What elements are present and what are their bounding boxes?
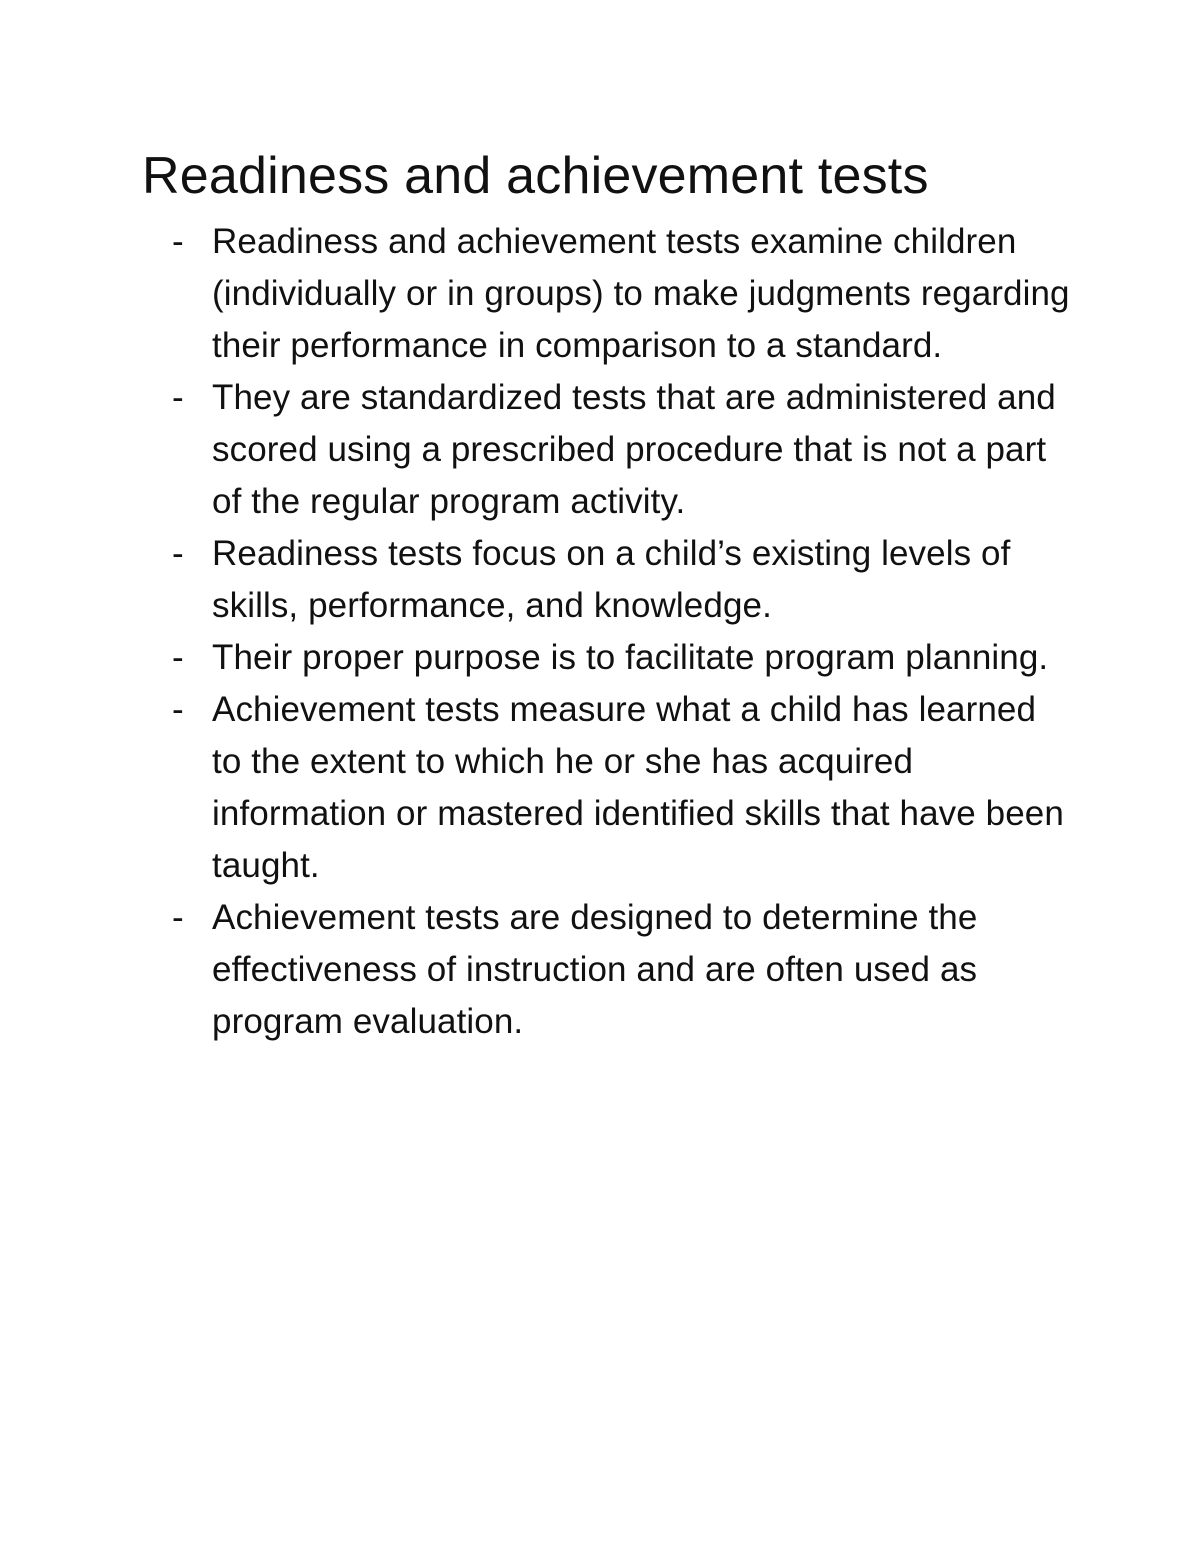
list-item-text: Their proper purpose is to facilitate program planning. [212, 638, 1049, 677]
list-item-text: Readiness tests focus on a child’s existing levels of skills, performance, and knowledge. [212, 534, 1011, 625]
bullet-dash: - [172, 638, 184, 677]
bullet-dash: - [172, 690, 184, 729]
list-item [172, 684, 1072, 892]
list-item-text: Readiness and achievement tests examine children (individually or in groups) to make judgments regarding their performance in comparison to a standard. [212, 222, 1070, 365]
bullet-dash: - [172, 222, 184, 261]
list-item [172, 632, 1072, 684]
bullet-dash: - [172, 378, 184, 417]
list-item-text: Achievement tests measure what a child has learned to the extent to which he or she has acquired information or mastered identified skills that have been taught. [212, 690, 1064, 885]
list-item [172, 528, 1072, 632]
list-item-text: Achievement tests are designed to determine the effectiveness of instruction and are often used as program evaluation. [212, 898, 978, 1041]
bullet-dash: - [172, 898, 184, 937]
bullet-dash: - [172, 534, 184, 573]
bullet-list [172, 216, 1072, 1048]
page-title: Readiness and achievement tests [142, 147, 929, 205]
list-item-text: They are standardized tests that are administered and scored using a prescribed procedure that is not a part of the regular program activity. [212, 378, 1056, 521]
list-item [172, 372, 1072, 528]
list-item [172, 216, 1072, 372]
list-item [172, 892, 1072, 1048]
